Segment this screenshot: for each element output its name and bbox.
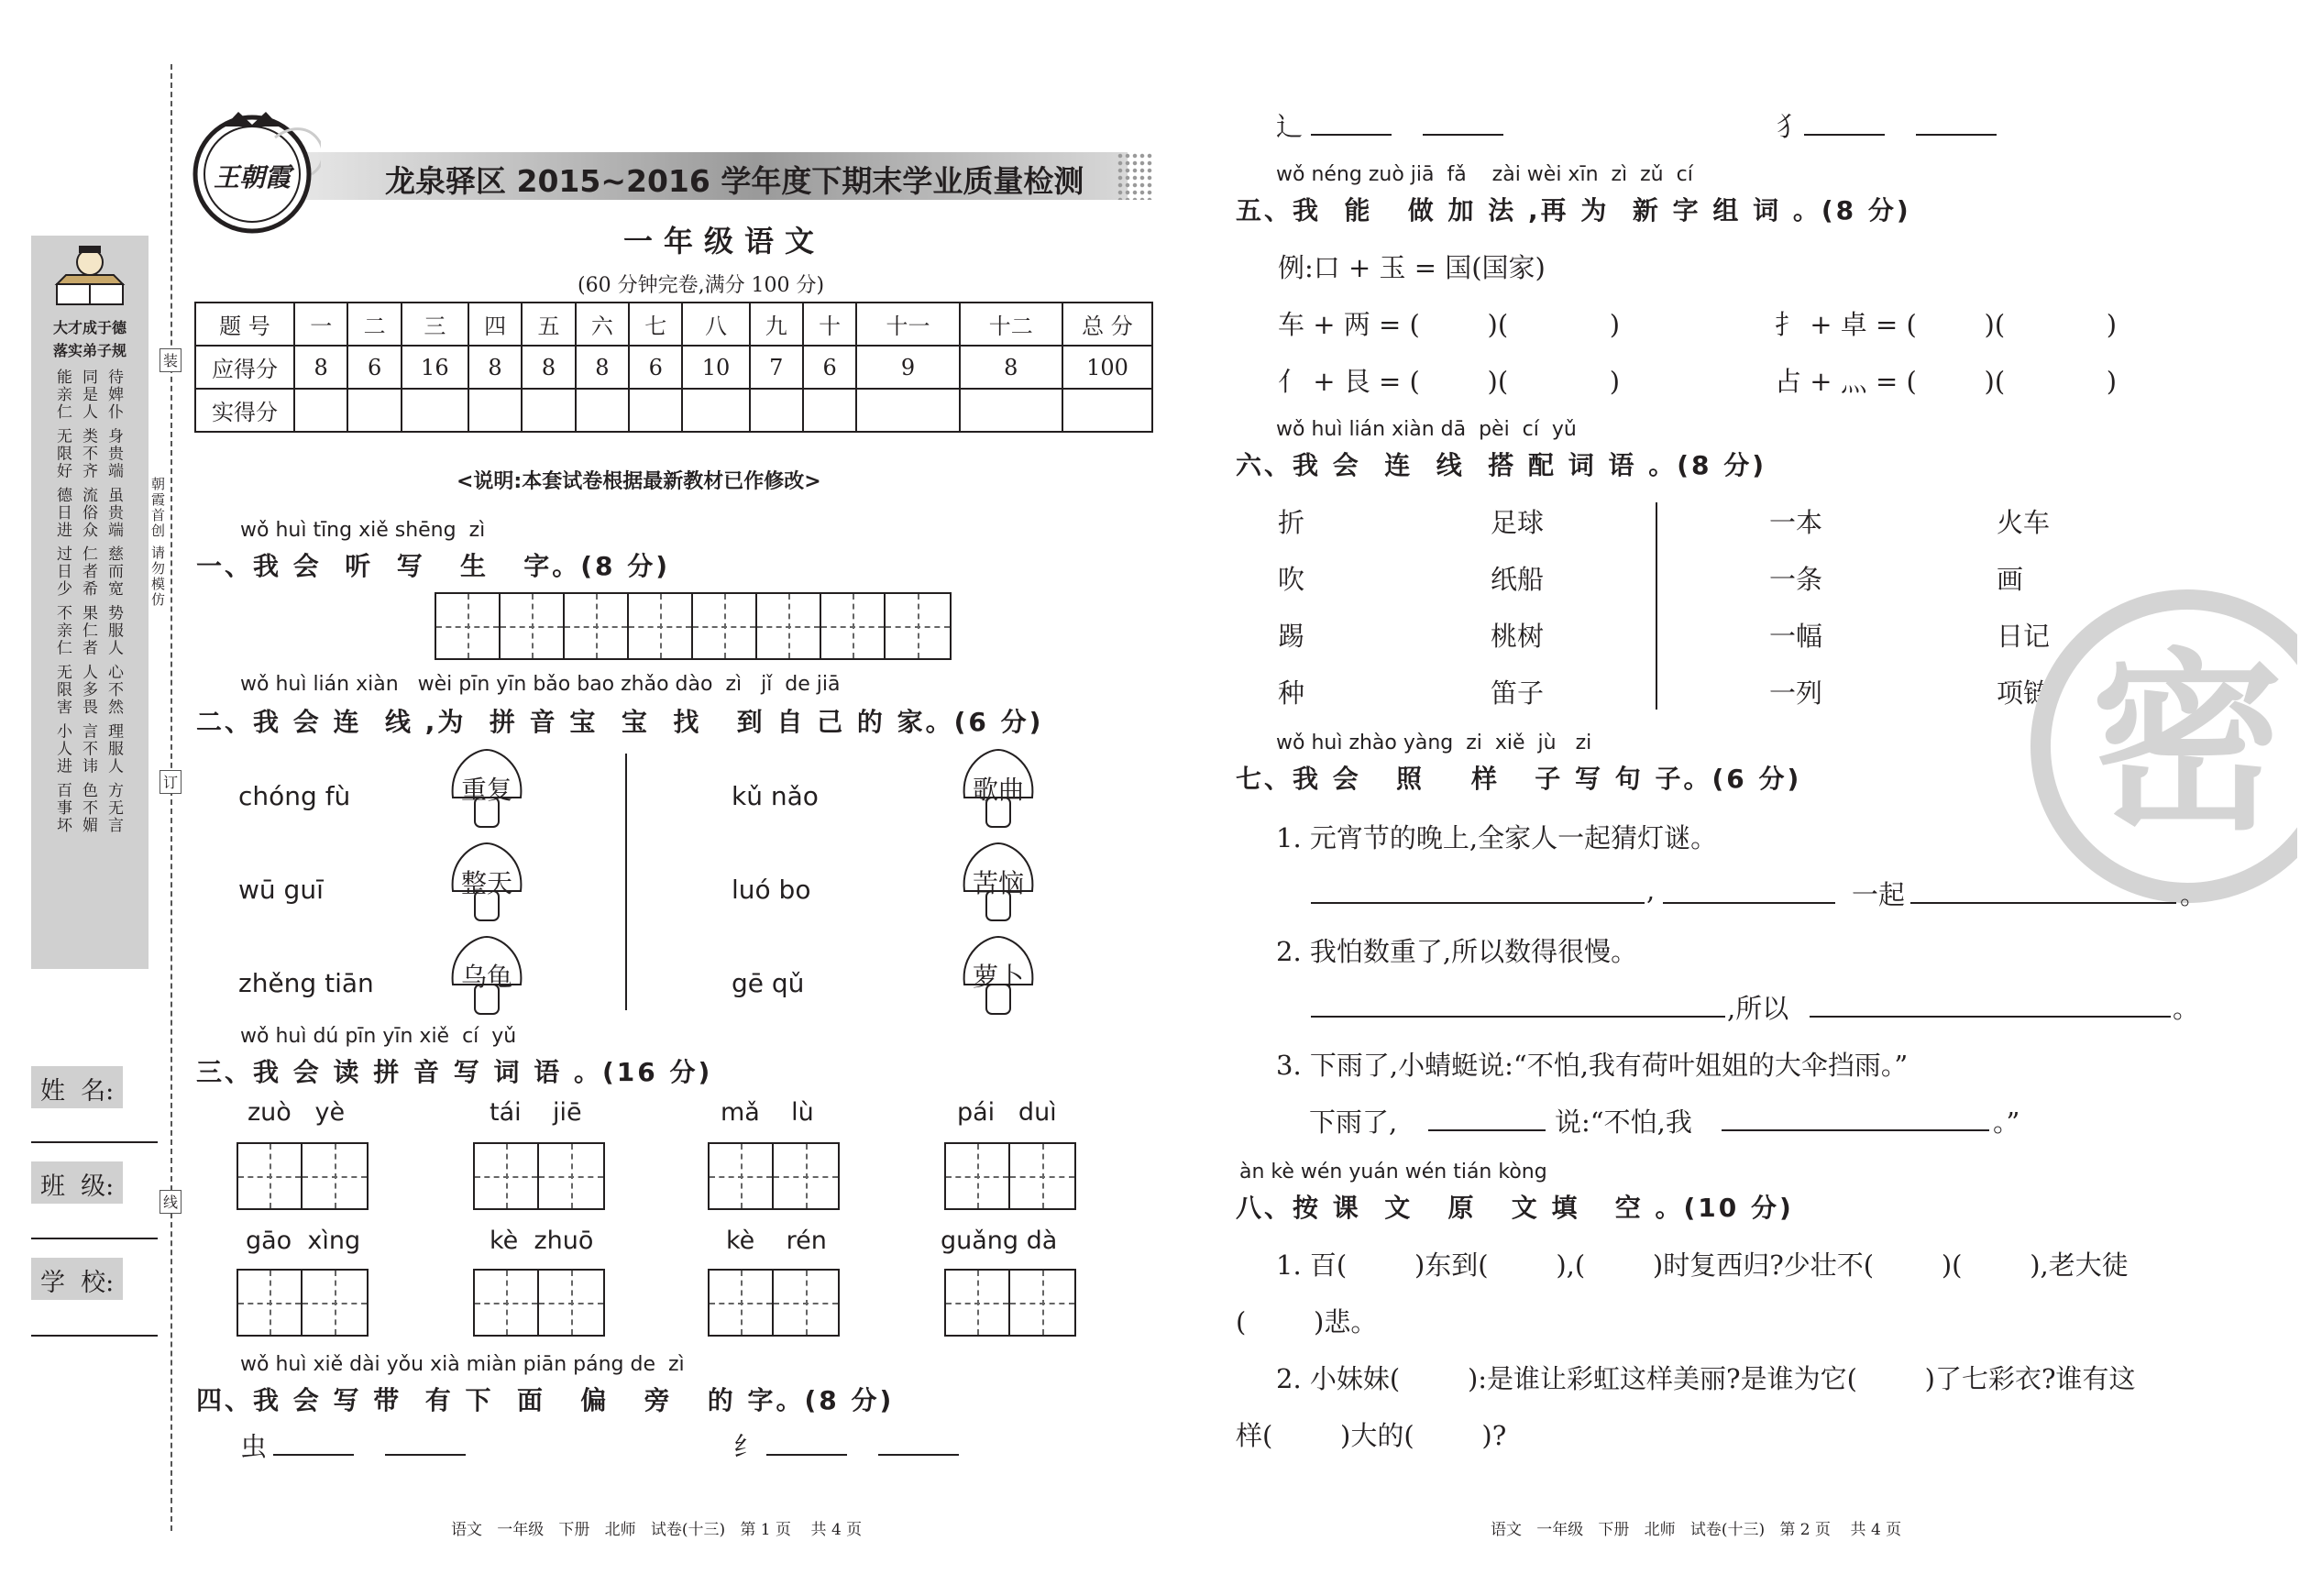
mushroom-word: 萝卜: [972, 962, 1024, 992]
q1-pinyin: wǒ huì tīng xiě shēng zì: [240, 519, 486, 542]
q7-mid-word: ,所以: [1727, 993, 1789, 1024]
table-cell: 七: [629, 303, 682, 346]
q4-blank[interactable]: [385, 1454, 466, 1456]
logo-text: 王朝霞: [213, 162, 291, 193]
q6-item: 纸船: [1491, 564, 1545, 595]
name-label: 姓 名:: [40, 1077, 115, 1106]
q2-right-pinyin: kǔ nǎo: [732, 781, 819, 811]
q3-answer-grid[interactable]: [473, 1269, 605, 1337]
q3-word-pinyin: kè zhuō: [490, 1227, 594, 1255]
q6-item: 吹: [1278, 564, 1305, 595]
table-cell: 6: [803, 346, 856, 389]
table-cell: 四: [468, 303, 522, 346]
table-cell: 九: [750, 303, 803, 346]
q7-mid-word: 一起: [1852, 879, 1906, 910]
table-cell: 六: [576, 303, 629, 346]
q5-item: 车 + 两 = ( )( ): [1278, 309, 1621, 340]
exam-note: (60 分钟完卷,满分 100 分): [578, 274, 825, 297]
q6-item: 踢: [1278, 621, 1305, 652]
q7-period: 。: [2180, 879, 2207, 910]
q2-right-pinyin: luó bo: [732, 875, 811, 905]
score-input-cell[interactable]: [803, 389, 856, 432]
q4-blank[interactable]: [1423, 134, 1503, 136]
q6-item: 日记: [1997, 621, 2051, 652]
q4-blank[interactable]: [1311, 134, 1392, 136]
q6-item: 折: [1278, 507, 1305, 538]
q1-writing-grid[interactable]: [435, 592, 952, 660]
q3-answer-grid[interactable]: [473, 1142, 605, 1210]
q6-item: 桃树: [1491, 621, 1545, 652]
svg-text:密: 密: [2090, 632, 2284, 856]
score-input-cell[interactable]: [629, 389, 682, 432]
q7-comma: ,: [1646, 875, 1656, 906]
table-cell: 8: [468, 346, 522, 389]
table-cell: 8: [294, 346, 347, 389]
table-cell: 8: [522, 346, 575, 389]
q5-item: 扌 + 卓 = ( )( ): [1775, 309, 2118, 340]
q3-answer-grid[interactable]: [944, 1142, 1076, 1210]
q5-item: 亻 + 艮 = ( )( ): [1278, 366, 1621, 397]
score-input-cell[interactable]: [402, 389, 468, 432]
q7-period: 。: [2173, 993, 2200, 1024]
q4-pinyin: wǒ huì xiě dài yǒu xià miàn piān páng de zì: [240, 1353, 685, 1376]
sidebar-column: 待婢仆 身贵端 虽贵端 慈而宽 势服人 心不然 理服人 方无言: [105, 369, 123, 834]
table-cell: 9: [856, 346, 959, 389]
q4-blank[interactable]: [766, 1454, 847, 1456]
q8-title: 八、按 课 文 原 文 填 空 。(10 分): [1236, 1193, 1794, 1223]
q7-blank[interactable]: [1428, 1129, 1546, 1131]
score-input-cell[interactable]: [347, 389, 401, 432]
side-note: 朝霞首创 请勿模仿: [149, 477, 166, 608]
score-table-actual-row: [195, 389, 1152, 432]
mushroom-word: 重复: [460, 775, 512, 805]
q3-word-pinyin: tái jiē: [490, 1098, 582, 1127]
score-input-cell[interactable]: [468, 389, 522, 432]
q6-item: 火车: [1997, 507, 2051, 538]
q4-radical: 辶: [1276, 111, 1304, 142]
q6-item: 一幅: [1769, 621, 1823, 652]
table-cell: 总 分: [1062, 303, 1152, 346]
mushroom-word: 苦恼: [972, 868, 1024, 898]
mushroom-word: 歌曲: [972, 775, 1024, 805]
q7-blank[interactable]: [1810, 1016, 2171, 1018]
q8-pinyin: àn kè wén yuán wén tián kòng: [1239, 1161, 1547, 1183]
q4-radical: 犭: [1777, 111, 1804, 142]
q7-sentence: 1. 元宵节的晚上,全家人一起猜灯谜。: [1276, 822, 1718, 853]
q3-answer-grid[interactable]: [944, 1269, 1076, 1337]
fold-mark: 线: [160, 1190, 182, 1214]
q7-blank[interactable]: [1722, 1129, 1989, 1131]
table-cell: 十一: [856, 303, 959, 346]
score-table-points-row: [195, 346, 1152, 389]
class-label: 班 级:: [40, 1172, 115, 1201]
q7-sentence: 3. 下雨了,小蜻蜓说:“不怕,我有荷叶姐姐的大伞挡雨。”: [1276, 1050, 1909, 1081]
q4-blank[interactable]: [273, 1454, 354, 1456]
q7-prompt: 说:“不怕,我: [1555, 1106, 1692, 1138]
class-field[interactable]: [31, 1238, 158, 1239]
q2-left-pinyin: wū guī: [238, 875, 324, 905]
q6-item: 项链: [1997, 677, 2051, 709]
table-cell: 7: [750, 346, 803, 389]
table-cell: 一: [294, 303, 347, 346]
q5-title: 五、我 能 做 加 法 ,再 为 新 字 组 词 。(8 分): [1236, 195, 1911, 226]
q7-blank[interactable]: [1311, 1016, 1725, 1018]
page-subtitle: 一年级语文: [623, 224, 826, 259]
table-cell: 八: [682, 303, 749, 346]
mushroom-word: 整天: [460, 868, 512, 898]
q5-pinyin: wǒ néng zuò jiā fǎ zài wèi xīn zì zǔ cí: [1276, 163, 1693, 186]
q6-item: 一条: [1769, 564, 1823, 595]
sidebar-motto-2: 落实弟子规: [52, 342, 127, 359]
q1-title: 一、我 会 听 写 生 字。(8 分): [196, 551, 671, 581]
q4-blank[interactable]: [1804, 134, 1885, 136]
score-input-cell[interactable]: [856, 389, 959, 432]
confidential-stamp: [2022, 581, 2297, 911]
mushroom-word: 乌龟: [460, 962, 512, 992]
sidebar-column: 同是人 类不齐 流俗众 仁者希 果仁者 人多畏 言不讳 色不媚: [79, 369, 97, 834]
q3-word-pinyin: mǎ lù: [721, 1098, 814, 1127]
q7-blank[interactable]: [1910, 902, 2176, 904]
sidebar-motto-1: 大才成于德: [52, 319, 127, 336]
instruction-note: <说明:本套试卷根据最新教材已作修改>: [457, 470, 821, 493]
q7-pinyin: wǒ huì zhào yàng zi xiě jù zi: [1276, 732, 1592, 754]
q7-blank[interactable]: [1311, 902, 1645, 904]
table-cell: 10: [682, 346, 749, 389]
q6-item: 一列: [1769, 677, 1823, 709]
score-input-cell[interactable]: [522, 389, 575, 432]
table-cell: 五: [522, 303, 575, 346]
score-table: [194, 302, 1153, 433]
sidebar-column: 能亲仁 无限好 德日进 过日少 不亲仁 无限害 小人进 百事坏: [53, 369, 72, 834]
score-input-cell[interactable]: [1062, 389, 1152, 432]
q2-left-pinyin: zhěng tiān: [238, 968, 374, 998]
school-field[interactable]: [31, 1335, 158, 1337]
q7-title: 七、我 会 照 样 子 写 句 子。(6 分): [1236, 764, 1802, 794]
fold-mark: 订: [160, 770, 182, 794]
q7-prompt: 。”: [1993, 1106, 2020, 1138]
q7-blank[interactable]: [1663, 902, 1835, 904]
footer-right: 语文 一年级 下册 北师 试卷(十三) 第 2 页 共 4 页: [1491, 1521, 1902, 1539]
school-label: 学 校:: [40, 1269, 115, 1297]
q6-title: 六、我 会 连 线 搭 配 词 语 。(8 分): [1236, 450, 1767, 480]
table-cell: 实得分: [195, 389, 294, 432]
table-cell: 十二: [960, 303, 1062, 346]
q7-prompt: 下雨了,: [1309, 1106, 1398, 1138]
q2-divider: [625, 754, 627, 1010]
table-cell: 题 号: [195, 303, 294, 346]
q3-word-pinyin: zuò yè: [248, 1098, 346, 1127]
q6-divider: [1656, 502, 1657, 710]
q3-answer-grid[interactable]: [237, 1142, 369, 1210]
q3-title: 三、我 会 读 拼 音 写 词 语 。(16 分): [196, 1057, 713, 1087]
q5-item: 占 + 灬 = ( )( ): [1775, 366, 2118, 397]
q3-answer-grid[interactable]: [708, 1269, 840, 1337]
q6-item: 一本: [1769, 507, 1823, 538]
footer-left: 语文 一年级 下册 北师 试卷(十三) 第 1 页 共 4 页: [451, 1521, 863, 1539]
q3-word-pinyin: guǎng dà: [941, 1227, 1058, 1255]
table-cell: 6: [629, 346, 682, 389]
score-table-header-row: [195, 303, 1152, 346]
q7-sentence: 2. 我怕数重了,所以数得很慢。: [1276, 936, 1638, 967]
q6-pinyin: wǒ huì lián xiàn dā pèi cí yǔ: [1276, 418, 1577, 441]
table-cell: 十: [803, 303, 856, 346]
q8-line: ( )悲。: [1236, 1306, 1378, 1337]
q3-word-pinyin: pái duì: [957, 1098, 1057, 1127]
score-input-cell[interactable]: [960, 389, 1062, 432]
table-cell: 16: [402, 346, 468, 389]
fold-line: [171, 64, 172, 1531]
q2-pinyin: wǒ huì lián xiàn wèi pīn yīn bǎo bao zhǎo dào zì jǐ de jiā: [240, 673, 841, 696]
name-field[interactable]: [31, 1141, 158, 1143]
q4-blank[interactable]: [1916, 134, 1997, 136]
q6-item: 种: [1278, 677, 1305, 709]
q8-line: 2. 小妹妹( ):是谁让彩虹这样美丽?是谁为它( )了七彩衣?谁有这: [1276, 1363, 2136, 1394]
q3-word-pinyin: kè rén: [726, 1227, 827, 1255]
q4-title: 四、我 会 写 带 有 下 面 偏 旁 的 字。(8 分): [196, 1385, 895, 1415]
q4-blank[interactable]: [878, 1454, 959, 1456]
q6-item: 足球: [1491, 507, 1545, 538]
q2-left-pinyin: chóng fù: [238, 781, 351, 811]
q8-line: 1. 百( )东到( ),( )时复西归?少壮不( )( ),老大徒: [1276, 1249, 2129, 1281]
q5-example: 例:口 + 玉 = 国(国家): [1278, 252, 1546, 283]
fold-mark: 装: [160, 348, 182, 372]
table-cell: 三: [402, 303, 468, 346]
q4-radical: 虫: [240, 1431, 268, 1462]
q6-item: 画: [1997, 564, 2024, 595]
q8-line: 样( )大的( )?: [1236, 1420, 1507, 1451]
q2-title: 二、我 会 连 线 ,为 拼 音 宝 宝 找 到 自 己 的 家。(6 分): [196, 707, 1044, 737]
q3-answer-grid[interactable]: [237, 1269, 369, 1337]
table-cell: 6: [347, 346, 401, 389]
score-input-cell[interactable]: [576, 389, 629, 432]
table-cell: 8: [576, 346, 629, 389]
score-input-cell[interactable]: [294, 389, 347, 432]
table-cell: 8: [960, 346, 1062, 389]
q4-radical: 纟: [733, 1431, 761, 1462]
q2-right-pinyin: gē qǔ: [732, 968, 805, 998]
page-title: 龙泉驿区 2015~2016 学年度下期末学业质量检测: [385, 163, 1084, 199]
q3-answer-grid[interactable]: [708, 1142, 840, 1210]
score-input-cell[interactable]: [682, 389, 749, 432]
q3-pinyin: wǒ huì dú pīn yīn xiě cí yǔ: [240, 1025, 517, 1048]
q3-word-pinyin: gāo xìng: [246, 1227, 361, 1255]
scholar-illustration: [48, 240, 132, 314]
table-cell: 100: [1062, 346, 1152, 389]
table-cell: 应得分: [195, 346, 294, 389]
q6-item: 笛子: [1491, 677, 1545, 709]
score-input-cell[interactable]: [750, 389, 803, 432]
table-cell: 二: [347, 303, 401, 346]
title-banner-dots: [1117, 152, 1153, 200]
